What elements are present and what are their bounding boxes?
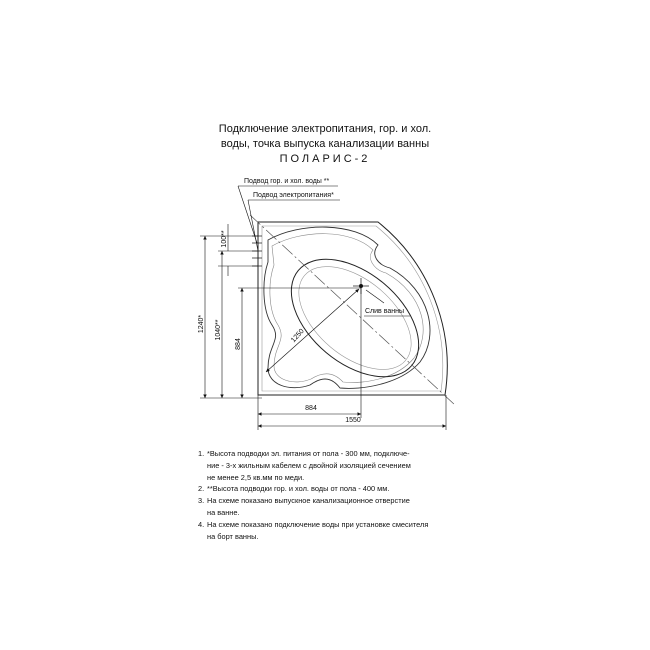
dim-100: 100** bbox=[221, 230, 228, 248]
dim-884-horizontal: 884 bbox=[305, 405, 317, 412]
note-3-line-2: на ванне. bbox=[207, 507, 240, 517]
note-3-line-1: На схеме показано выпускное канализационное отверстие bbox=[207, 496, 410, 506]
vertical-dimensions bbox=[200, 224, 361, 398]
note-3-number: 3. bbox=[198, 496, 205, 506]
note-4-line-1: На схеме показано подключение воды при установке смесителя bbox=[207, 519, 429, 529]
bath-bowl bbox=[269, 236, 440, 400]
note-1-line-1: *Высота подводки эл. питания от пола - 300 мм, подключе- bbox=[207, 449, 410, 458]
notes-list bbox=[198, 448, 478, 542]
note-2 bbox=[198, 483, 478, 495]
note-1-line-3: не менее 2,5 кв.мм по меди. bbox=[207, 472, 305, 482]
drain-label-text: Слив ванны bbox=[365, 308, 405, 315]
water-supply-label bbox=[238, 178, 338, 243]
dim-1040: 1040** bbox=[215, 319, 222, 341]
title-line-2: воды, точка выпуска канализации ванны bbox=[220, 138, 430, 150]
note-4-line-2: на борт ванны. bbox=[207, 531, 259, 541]
title-model-name: ПОЛАРИС-2 bbox=[279, 153, 371, 165]
title-line-1: Подключение электропитания, гор. и хол. bbox=[218, 123, 432, 135]
note-1 bbox=[198, 448, 478, 483]
note-4-number: 4. bbox=[198, 519, 205, 529]
power-supply-text: Подвод электропитания* bbox=[253, 192, 334, 199]
note-4 bbox=[198, 519, 478, 543]
dim-1250: 1250 bbox=[290, 327, 306, 345]
note-1-number: 1. bbox=[198, 449, 205, 458]
dim-1240: 1240* bbox=[198, 314, 205, 334]
note-2-line-1: **Высота подводки гор. и хол. воды от пола - 400 мм. bbox=[207, 484, 390, 494]
note-3 bbox=[198, 495, 478, 519]
note-2-number: 2. bbox=[198, 484, 205, 494]
bath-bowl-inner bbox=[280, 246, 430, 389]
dim-1550: 1550 bbox=[345, 417, 361, 424]
note-1-line-2: ние - 3-х жильным кабелем с двойной изоляцией сечением bbox=[207, 460, 411, 470]
diagonal-centerline bbox=[250, 215, 455, 405]
diagonal-dimension bbox=[266, 289, 359, 372]
water-supply-text: Подвод гор. и хол. воды ** bbox=[244, 178, 330, 185]
dim-884-vertical: 884 bbox=[235, 338, 242, 350]
